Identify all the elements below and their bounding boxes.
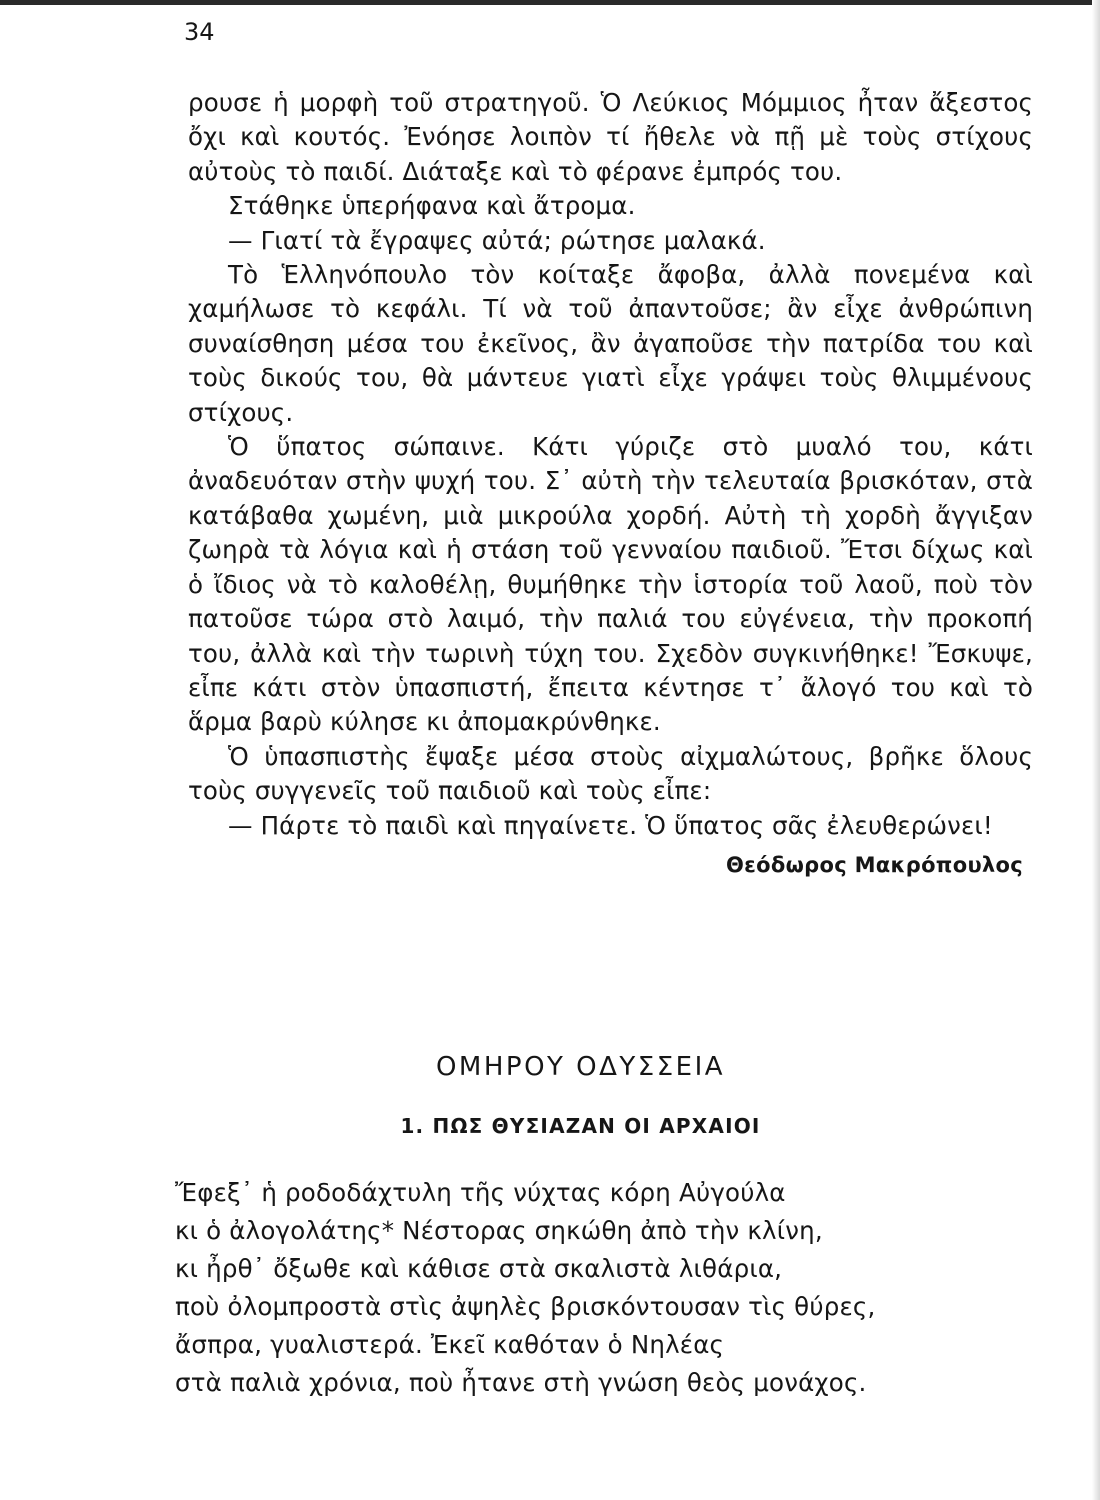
section-subtitle: 1. ΠΩΣ ΘΥΣΙΑΖΑΝ ΟΙ ΑΡΧΑΙΟΙ (400, 1114, 761, 1138)
story-paragraph: Στάθηκε ὑπερήφανα καὶ ἄτρομα. (228, 191, 636, 221)
poem-line: ποὺ ὀλομπροστὰ στὶς ἀψηλὲς βρισκόντουσαν τὶς θύρες, (175, 1292, 876, 1321)
poem-line: στὰ παλιὰ χρόνια, ποὺ ἦτανε στὴ γνώση θεὸς μονάχος. (175, 1368, 867, 1397)
poem-line: ἄσπρα, γυαλιστερά. Ἐκεῖ καθόταν ὁ Νηλέας (175, 1330, 725, 1359)
poem-line: κι ἦρθ᾿ ὄξωθε καὶ κάθισε στὰ σκαλιστὰ λιθάρια, (175, 1254, 783, 1283)
poem-line: κι ὁ ἀλογολάτης* Νέστορας σηκώθη ἀπὸ τὴν κλίνη, (175, 1216, 823, 1245)
scan-top-edge (0, 0, 1100, 5)
story-paragraph: Ὁ ὕπατος σώπαινε. Κάτι γύριζε στὸ μυαλό του, κάτι ἀναδευόταν στὴν ψυχή του. Σ᾿ αὐτὴ τὴν τελευταία βρισκόταν, στὰ κατάβαθα χωμένη, μιὰ μικρούλα χορδή. Αὐτὴ τὴ χορδὴ ἄγγιξαν ζωηρὰ τὰ λόγια καὶ ἡ στάση τοῦ γενναίου παιδιοῦ. Ἔτσι δίχως καὶ ὁ ἴδιος νὰ τὸ καλοθέλῃ, θυμήθηκε τὴν ἱστορία τοῦ λαοῦ, ποὺ τὸν πατοῦσε τώρα στὸ λαιμό, τὴν παλιά του εὐγένεια, τὴν προκοπή του, ἀλλὰ καὶ τὴν τωρινὴ τύχη του. Σχεδὸν συγκινήθηκε! Ἔσκυψε, εἶπε κάτι στὸν ὑπασπιστή, ἔπειτα κέντησε τ᾿ ἄλογό του καὶ τὸ ἅρμα βαρὺ κύλησε κι ἀπομακρύνθηκε. (188, 432, 1033, 737)
author-signature: Θεόδωρος Μακρόπουλος (726, 852, 1023, 877)
poem-line: Ἔφεξ᾿ ἡ ροδοδάχτυλη τῆς νύχτας κόρη Αὐγούλα (175, 1178, 786, 1207)
story-paragraph: Τὸ Ἑλληνόπουλο τὸν κοίταξε ἄφοβα, ἀλλὰ πονεμένα καὶ χαμήλωσε τὸ κεφάλι. Τί νὰ τοῦ ἀπαντοῦσε; ἂν εἶχε ἀνθρώπινη συναίσθηση μέσα του ἐκεῖνος, ἂν ἀγαποῦσε τὴν πατρίδα του καὶ τοὺς δικούς του, θὰ μάντευε γιατὶ εἶχε γράψει τοὺς θλιμμένους στίχους. (188, 260, 1033, 427)
story-text (188, 86, 1033, 877)
page-number: 34 (184, 18, 215, 46)
scan-right-edge (1092, 0, 1100, 1500)
story-dialogue: — Γιατί τὰ ἔγραψες αὐτά; ρώτησε μαλακά. (228, 225, 766, 255)
poem-excerpt (175, 1174, 875, 1402)
story-paragraph: Ὁ ὑπασπιστὴς ἔψαξε μέσα στοὺς αἰχμαλώτους, βρῆκε ὅλους τοὺς συγγενεῖς τοῦ παιδιοῦ καὶ τοὺς εἶπε: (188, 741, 1033, 806)
story-paragraph: ρουσε ἡ μορφὴ τοῦ στρατηγοῦ. Ὁ Λεύκιος Μόμμιος ἦταν ἄξεστος ὄχι καὶ κουτός. Ἐνόησε λοιπὸν τί ἤθελε νὰ πῇ μὲ τοὺς στίχους αὐτοὺς τὸ παιδί. Διάταξε καὶ τὸ φέρανε ἐμπρός του. (188, 88, 1033, 186)
story-dialogue: — Πάρτε τὸ παιδὶ καὶ πηγαίνετε. Ὁ ὕπατος σᾶς ἐλευθερώνει! (228, 810, 993, 840)
section-title: ΟΜΗΡΟΥ ΟΔΥΣΣΕΙΑ (435, 1052, 726, 1082)
